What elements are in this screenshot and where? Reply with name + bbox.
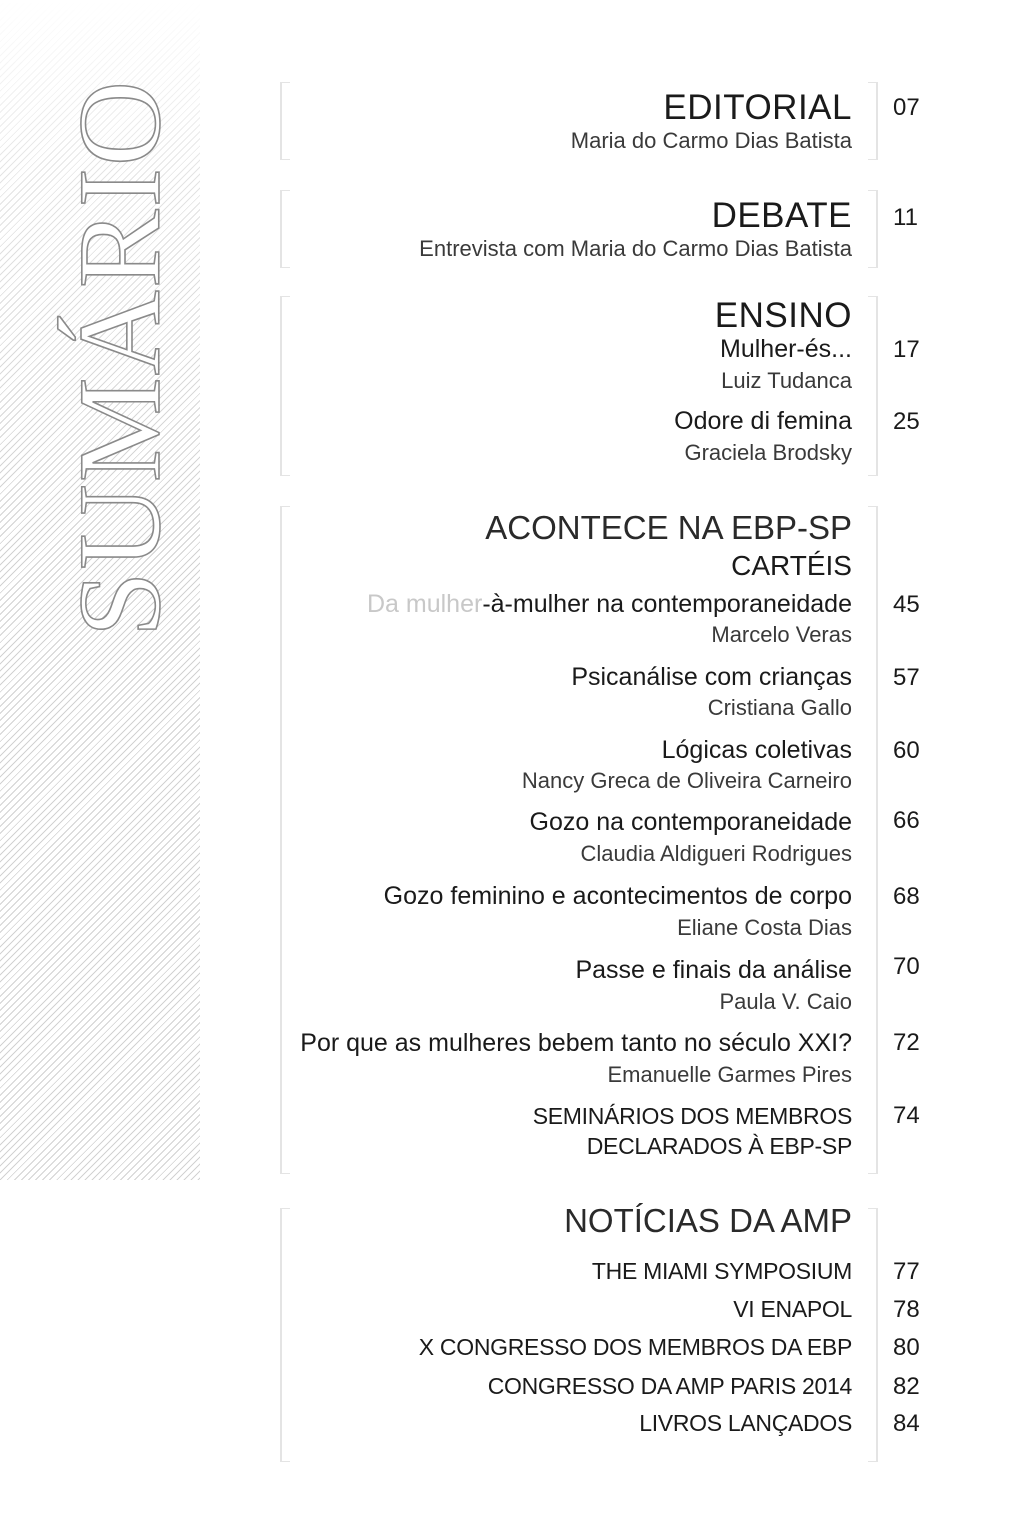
page-number: 68 — [893, 883, 920, 910]
page-number: 70 — [893, 953, 920, 980]
bracket-left-ensino — [280, 296, 290, 476]
article-title: Passe e finais da análise — [575, 956, 852, 984]
article-author: Cristiana Gallo — [707, 695, 852, 720]
article-title-faint: Da mulher — [367, 590, 483, 618]
page-number: 45 — [893, 591, 920, 618]
page-number: 66 — [893, 807, 920, 834]
page-number: 74 — [893, 1102, 920, 1129]
page-number: 57 — [893, 664, 920, 691]
page-number: 07 — [893, 94, 920, 121]
seminarios-line1: SEMINÁRIOS DOS MEMBROS — [532, 1103, 852, 1129]
page-number: 17 — [893, 336, 920, 363]
section-heading-acontece: ACONTECE NA EBP-SP — [485, 509, 852, 546]
page-title-vertical — [54, 78, 185, 638]
section-heading-noticias: NOTÍCIAS DA AMP — [564, 1202, 852, 1239]
article-author: Graciela Brodsky — [684, 440, 852, 465]
article-author: Claudia Aldigueri Rodrigues — [580, 841, 852, 866]
page-number: 60 — [893, 737, 920, 764]
article-title: Gozo na contemporaneidade — [529, 808, 852, 836]
bracket-left-debate — [280, 190, 290, 268]
bracket-right-ensino — [868, 296, 878, 476]
page-number: 11 — [893, 204, 918, 231]
debate-author: Entrevista com Maria do Carmo Dias Batista — [419, 236, 852, 261]
article-title: Mulher-és... — [720, 335, 852, 363]
bracket-right-acontece — [868, 506, 878, 1174]
article-author: Paula V. Caio — [719, 989, 852, 1014]
seminarios-line2: DECLARADOS À EBP-SP — [586, 1133, 852, 1159]
page-number: 25 — [893, 408, 920, 435]
page-number: 82 — [893, 1373, 920, 1400]
page-number: 80 — [893, 1334, 920, 1361]
article-author: Marcelo Veras — [711, 622, 852, 647]
bracket-right-editorial — [868, 82, 878, 160]
page-number: 78 — [893, 1296, 920, 1323]
section-heading-editorial: EDITORIAL — [663, 88, 852, 127]
section-subheading-carteis: CARTÉIS — [731, 550, 852, 581]
editorial-author: Maria do Carmo Dias Batista — [570, 128, 852, 153]
page-title: SUMÁRIO — [54, 78, 185, 638]
article-title: Lógicas coletivas — [661, 736, 852, 764]
article-author: Emanuelle Garmes Pires — [607, 1062, 852, 1087]
news-item: CONGRESSO DA AMP PARIS 2014 — [487, 1373, 852, 1399]
section-heading-ensino: ENSINO — [714, 296, 852, 335]
bracket-right-debate — [868, 190, 878, 268]
article-author: Eliane Costa Dias — [677, 915, 852, 940]
news-item: THE MIAMI SYMPOSIUM — [591, 1258, 852, 1284]
article-title: Psicanálise com crianças — [571, 663, 852, 691]
news-item: LIVROS LANÇADOS — [639, 1410, 852, 1436]
bracket-left-noticias — [280, 1208, 290, 1462]
article-title — [367, 590, 852, 619]
page-number: 84 — [893, 1410, 920, 1437]
article-title: Odore di femina — [674, 407, 852, 435]
bracket-left-acontece — [280, 506, 290, 1174]
page-number: 77 — [893, 1258, 920, 1285]
page-number: 72 — [893, 1029, 920, 1056]
article-title-main: -à-mulher na contemporaneidade — [482, 590, 852, 618]
bracket-right-noticias — [868, 1208, 878, 1462]
bracket-left-editorial — [280, 82, 290, 160]
article-title: Por que as mulheres bebem tanto no século XXI? — [300, 1029, 852, 1057]
news-item: VI ENAPOL — [733, 1296, 852, 1322]
article-title: Gozo feminino e acontecimentos de corpo — [383, 882, 852, 910]
article-author: Luiz Tudanca — [721, 368, 852, 393]
article-author: Nancy Greca de Oliveira Carneiro — [521, 768, 852, 793]
section-heading-debate: DEBATE — [711, 196, 852, 235]
news-item: X CONGRESSO DOS MEMBROS DA EBP — [418, 1334, 852, 1360]
